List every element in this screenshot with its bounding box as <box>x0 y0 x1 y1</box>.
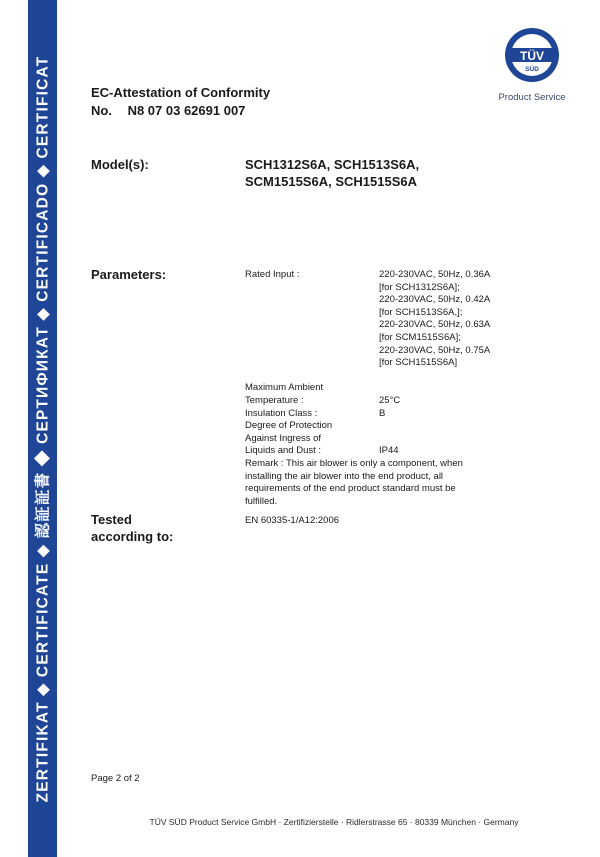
tested-label-line-1: Tested <box>91 512 132 527</box>
ambient-row-2 <box>245 395 545 408</box>
tested-label <box>91 511 173 545</box>
rated-input-line: 220-230VAC, 50Hz, 0.63A <box>379 319 491 331</box>
protection-row-1 <box>245 420 545 433</box>
insulation-label: Insulation Class : <box>245 407 318 419</box>
models-label: Model(s): <box>91 157 149 172</box>
logo-caption: Product Service <box>498 92 566 103</box>
rated-input-line: 220-230VAC, 50Hz, 0.36A <box>379 269 491 280</box>
side-band-text: ZERTIFIKAT ◆ CERTIFICATE ◆ 認証証書 ◆ СЕРТИФИКАТ ◆ CERTIFICADO ◆ CERTIFICAT <box>34 55 51 802</box>
tested-label-line-2: according to: <box>91 529 174 544</box>
protection-label-1: Degree of Protection <box>245 420 333 432</box>
footer-address: TÜV SÜD Product Service GmbH · Zertifizierstelle · Ridlerstrasse 65 · 80339 München · Germany <box>149 817 519 827</box>
logo-text-bottom: SÜD <box>525 66 539 73</box>
rated-input-row <box>245 269 545 382</box>
models-list <box>245 156 419 190</box>
rated-input-values <box>379 269 549 370</box>
ambient-label-1: Maximum Ambient <box>245 382 324 394</box>
parameters-block <box>245 269 545 508</box>
protection-row-2 <box>245 433 545 446</box>
rated-input-line: 220-230VAC, 50Hz, 0.42A <box>379 294 491 306</box>
ambient-row-1 <box>245 382 545 395</box>
page-number: Page 2 of 2 <box>91 773 140 784</box>
protection-value: IP44 <box>379 445 399 457</box>
certificate-side-band <box>28 0 57 857</box>
number-value: N8 07 03 62691 007 <box>127 103 246 118</box>
ambient-value: 25°C <box>379 394 401 406</box>
certificate-number <box>91 102 245 119</box>
rated-input-line: [for SCH1515S6A] <box>379 357 458 369</box>
remark-line: installing the air blower into the end product, all <box>245 470 444 482</box>
rated-input-line: [for SCM1515S6A]; <box>379 331 461 343</box>
models-line: SCM1515S6A, SCH1515S6A <box>245 174 417 189</box>
tested-standard: EN 60335-1/A12:2006 <box>245 515 340 526</box>
remark-line: Remark : This air blower is only a component, when <box>245 457 463 469</box>
remark-line: fulfilled. <box>245 495 278 507</box>
parameters-label: Parameters: <box>91 267 167 282</box>
document-title: EC-Attestation of Conformity <box>91 85 271 100</box>
protection-label-3: Liquids and Dust : <box>245 445 322 457</box>
number-label: No. <box>91 103 112 118</box>
remark <box>245 458 490 508</box>
protection-label-2: Against Ingress of <box>245 432 322 444</box>
insulation-row <box>245 408 545 421</box>
protection-row-3 <box>245 445 545 458</box>
remark-line: requirements of the end product standard must be <box>245 483 456 495</box>
tuv-sud-logo <box>504 27 560 83</box>
logo-text-top: TÜV <box>520 49 544 63</box>
insulation-value: B <box>379 407 386 419</box>
rated-input-label: Rated Input : <box>245 269 300 280</box>
rated-input-line: [for SCH1312S6A]; <box>379 281 460 293</box>
rated-input-line: 220-230VAC, 50Hz, 0.75A <box>379 344 491 356</box>
ambient-label-2: Temperature : <box>245 394 304 406</box>
models-line: SCH1312S6A, SCH1513S6A, <box>245 157 420 172</box>
rated-input-line: [for SCH1513S6A,]; <box>379 306 463 318</box>
